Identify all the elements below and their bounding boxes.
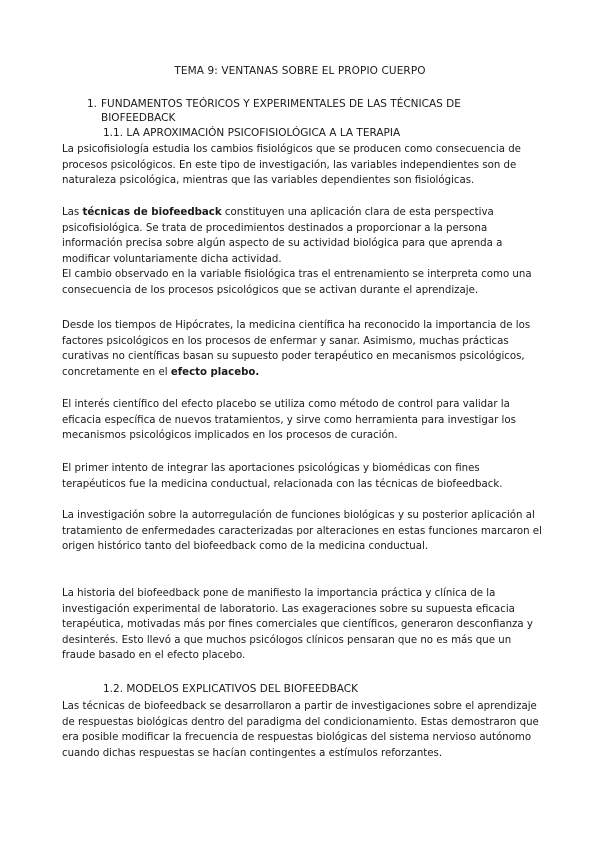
- subsection-heading-1-1: 1.1. LA APROXIMACIÓN PSICOFISIOLÓGICA A LA TERAPIA: [103, 127, 401, 139]
- paragraph-3: [62, 318, 542, 380]
- paragraph-3-pre: Desde los tiempos de Hipócrates, la medicina científica ha reconocido la importancia de los factores psicológicos en los procesos de enfermar y sanar. Asimismo, muchas prácticas curativas no científicas basan su supuesto poder terapéutico en mecanismos psicológicos, concretamente en el: [62, 320, 531, 378]
- paragraph-4: El interés científico del efecto placebo se utiliza como método de control para validar la eficacia específica de nuevos tratamientos, y sirve como herramienta para investigar los mecanismos psicológicos implicados en los procesos de curación.: [62, 399, 516, 442]
- paragraph-5: El primer intento de integrar las aportaciones psicológicas y biomédicas con fines terapéuticos fue la medicina conductual, relacionada con las técnicas de biofeedback.: [62, 463, 503, 490]
- paragraph-2-pre: Las: [62, 207, 83, 218]
- page-title: TEMA 9: VENTANAS SOBRE EL PROPIO CUERPO: [174, 65, 426, 77]
- paragraph-2-bold: técnicas de biofeedback: [82, 207, 222, 218]
- paragraph-2-line2: El cambio observado en la variable fisiológica tras el entrenamiento se interpreta como una consecuencia de los procesos psicológicos que se activan durante el aprendizaje.: [62, 269, 532, 296]
- section-heading: [87, 97, 527, 125]
- paragraph-1: La psicofisiología estudia los cambios fisiológicos que se producen como consecuencia de procesos psicológicos. En este tipo de investigación, las variables independientes son de naturaleza psicológica, mientras que las variables dependientes son fisiológicas.: [62, 144, 521, 187]
- paragraph-6: La investigación sobre la autorregulación de funciones biológicas y su posterior aplicación al tratamiento de enfermedades caracterizadas por alteraciones en estas funciones marcaron el origen histórico tanto del biofeedback como de la medicina conductual.: [62, 510, 542, 553]
- paragraph-2: [62, 205, 542, 299]
- subsection-heading-1-2: 1.2. MODELOS EXPLICATIVOS DEL BIOFEEDBACK: [103, 683, 359, 695]
- paragraph-3-bold: efecto placebo.: [170, 366, 260, 378]
- section-heading-text: FUNDAMENTOS TEÓRICOS Y EXPERIMENTALES DE LAS TÉCNICAS DE BIOFEEDBACK: [101, 98, 461, 124]
- paragraph-7: La historia del biofeedback pone de manifiesto la importancia práctica y clínica de la investigación experimental de laboratorio. Las exageraciones sobre su supuesta eficacia terapéutica, motivadas más por fines comerciales que científicos, generaron desconfianza y desinterés. Esto llevó a que muchos psicólogos clínicos pensaran que no es más que un fraude basado en el efecto placebo.: [62, 588, 533, 662]
- section-number: 1.: [87, 98, 98, 110]
- paragraph-8: Las técnicas de biofeedback se desarrollaron a partir de investigaciones sobre el aprendizaje de respuestas biológicas dentro del paradigma del condicionamiento. Estas demostraron que era posible modificar la frecuencia de respuestas biológicas del sistema nervioso autónomo cuando dichas respuestas se hacían contingentes a estímulos reforzantes.: [62, 701, 539, 759]
- paragraph-2-post: constituyen una aplicación clara de esta perspectiva psicofisiológica. Se trata de procedimientos destinados a proporcionar a la persona información precisa sobre algún aspecto de su actividad biológica para que aprenda a modificar voluntariamente dicha actividad.: [62, 207, 503, 265]
